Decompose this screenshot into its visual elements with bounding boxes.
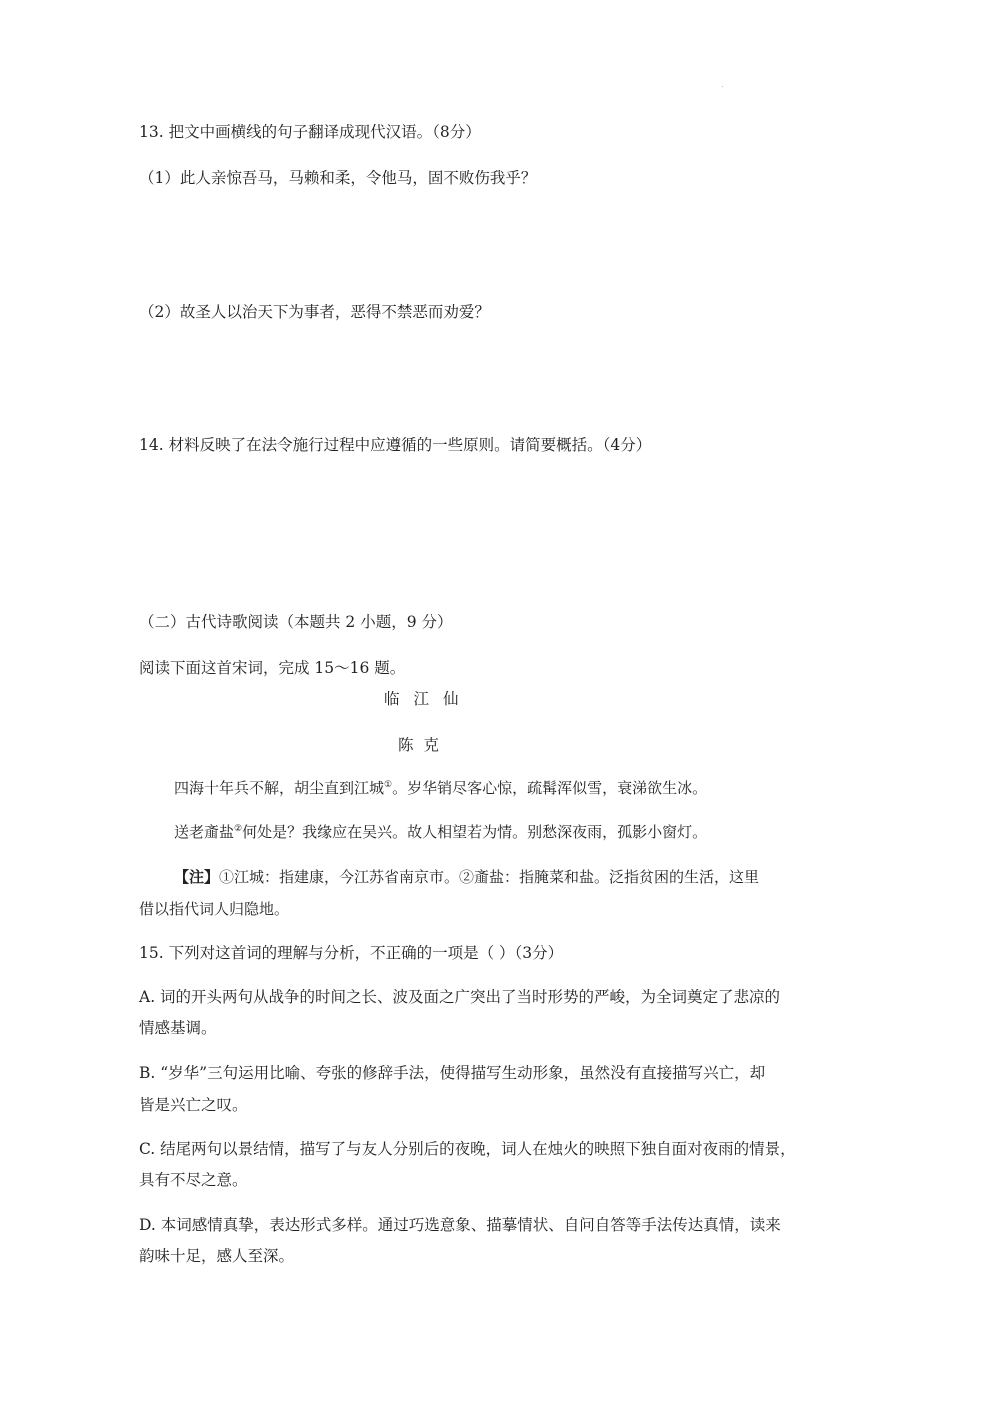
option-c-line-1: C. 结尾两句以景结情，描写了与友人分别后的夜晚，词人在烛火的映照下独自面对夜雨的情景， [139, 1140, 796, 1158]
question-13-sentence-2: （2）故圣人以治天下为事者，恶得不禁恶而劝爱？ [139, 303, 490, 321]
note-label: 【注】 [174, 868, 220, 886]
poem-stanza-2-part-b: 何处是？我缘应在吴兴。故人相望若为情。别愁深夜雨，孤影小窗灯。 [242, 823, 708, 841]
poem-stanza-2 [174, 821, 707, 843]
poem-title: 临江仙 [384, 690, 473, 708]
poem-stanza-1-part-b: 。岁华销尽客心惊，疏髯浑似雪，衰涕欲生冰。 [392, 779, 708, 797]
option-d-line-1: D. 本词感情真挚，表达形式多样。通过巧选意象、描摹情状、自问自答等手法传达真情，读来 [139, 1216, 781, 1234]
question-15-stem: 15. 下列对这首词的理解与分析，不正确的一项是（ ）（3分） [139, 944, 564, 962]
option-a-line-1: A. 词的开头两句从战争的时间之长、波及面之广突出了当时形势的严峻，为全词奠定了悲凉的 [139, 988, 781, 1006]
option-b-line-1: B. “岁华”三句运用比喻、夸张的修辞手法，使得描写生动形象，虽然没有直接描写兴亡，却 [139, 1064, 766, 1082]
option-b-line-2: 皆是兴亡之叹。 [139, 1096, 248, 1114]
poem-stanza-1 [174, 777, 707, 799]
scan-speck [722, 86, 723, 87]
note-text-line-1: ①江城：指建康，今江苏省南京市。②齑盐：指腌菜和盐。泛指贫困的生活，这里 [219, 868, 760, 886]
option-a-line-2: 情感基调。 [139, 1019, 217, 1037]
question-13-stem: 13. 把文中画横线的句子翻译成现代汉语。（8分） [139, 123, 481, 141]
poem-note [174, 866, 759, 888]
question-13-sentence-1: （1）此人亲惊吾马，马赖和柔，令他马，固不败伤我乎？ [139, 169, 537, 187]
option-c-line-2: 具有不尽之意。 [139, 1171, 248, 1189]
poem-stanza-2-part-a: 送老齑盐 [174, 823, 235, 841]
option-d-line-2: 韵味十足，感人至深。 [139, 1247, 295, 1265]
section-2-intro: 阅读下面这首宋词，完成 15～16 题。 [139, 659, 406, 677]
section-2-heading: （二）古代诗歌阅读（本题共 2 小题，9 分） [139, 613, 453, 631]
footnote-marker-1: ① [384, 780, 393, 790]
note-text-line-2: 借以指代词人归隐地。 [139, 900, 290, 918]
poem-stanza-1-part-a: 四海十年兵不解，胡尘直到江城 [174, 779, 385, 797]
question-14-stem: 14. 材料反映了在法令施行过程中应遵循的一些原则。请简要概括。（4分） [139, 436, 652, 454]
poem-author: 陈克 [398, 736, 450, 754]
footnote-marker-2: ② [234, 824, 243, 834]
